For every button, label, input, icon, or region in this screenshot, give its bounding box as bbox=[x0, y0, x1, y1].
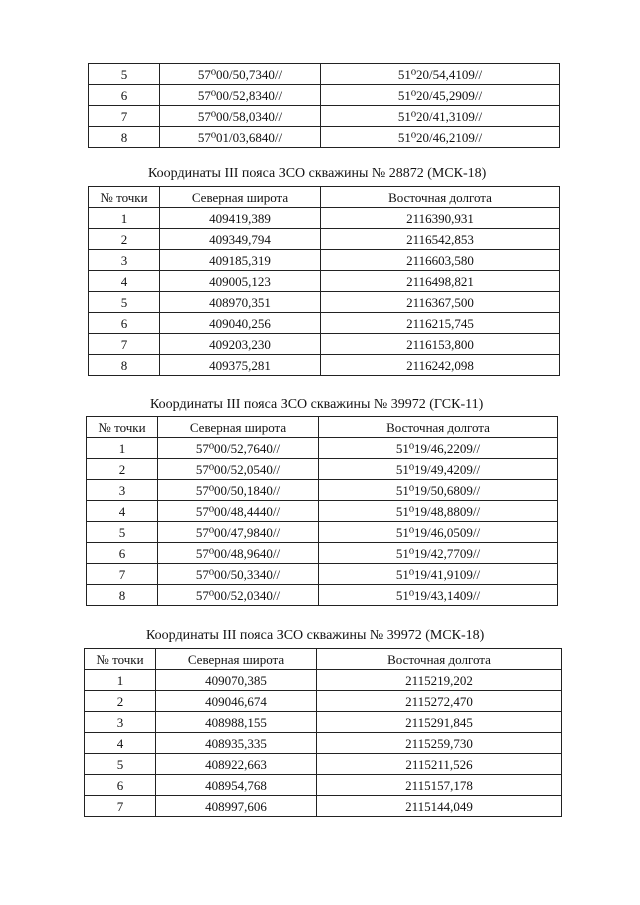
longitude: 2115157,178 bbox=[317, 775, 562, 796]
latitude: 57⁰00/52,0540// bbox=[158, 459, 319, 480]
table-header-row bbox=[89, 187, 560, 208]
point-number: 6 bbox=[89, 85, 160, 106]
longitude: 2115219,202 bbox=[317, 670, 562, 691]
table-row bbox=[89, 250, 560, 271]
table-row bbox=[85, 796, 562, 817]
latitude: 409070,385 bbox=[156, 670, 317, 691]
col-header-latitude: Северная широта bbox=[160, 187, 321, 208]
coords-table-39972-gsk bbox=[86, 416, 558, 606]
longitude: 51⁰19/46,2209// bbox=[319, 438, 558, 459]
latitude: 409040,256 bbox=[160, 313, 321, 334]
table-caption-28872: Координаты III пояса ЗСО скважины № 28872 (МСК-18) bbox=[148, 166, 487, 181]
point-number: 1 bbox=[87, 438, 158, 459]
latitude: 409203,230 bbox=[160, 334, 321, 355]
point-number: 4 bbox=[89, 271, 160, 292]
point-number: 3 bbox=[85, 712, 156, 733]
latitude: 409005,123 bbox=[160, 271, 321, 292]
col-header-point: № точки bbox=[87, 417, 158, 438]
longitude: 2116153,800 bbox=[321, 334, 560, 355]
coords-table-28872 bbox=[88, 186, 560, 376]
col-header-point: № точки bbox=[89, 187, 160, 208]
table-row bbox=[89, 64, 560, 85]
col-header-latitude: Северная широта bbox=[158, 417, 319, 438]
latitude: 57⁰00/48,9640// bbox=[158, 543, 319, 564]
table-row bbox=[87, 564, 558, 585]
longitude: 51⁰20/45,2909// bbox=[321, 85, 560, 106]
point-number: 8 bbox=[87, 585, 158, 606]
point-number: 4 bbox=[85, 733, 156, 754]
table-row bbox=[89, 355, 560, 376]
table-row bbox=[87, 438, 558, 459]
longitude: 51⁰19/46,0509// bbox=[319, 522, 558, 543]
longitude: 2116242,098 bbox=[321, 355, 560, 376]
point-number: 5 bbox=[89, 64, 160, 85]
longitude: 2115144,049 bbox=[317, 796, 562, 817]
point-number: 2 bbox=[85, 691, 156, 712]
table-row bbox=[87, 543, 558, 564]
longitude: 2116542,853 bbox=[321, 229, 560, 250]
table-row bbox=[85, 733, 562, 754]
latitude: 57⁰00/52,8340// bbox=[160, 85, 321, 106]
longitude: 2116390,931 bbox=[321, 208, 560, 229]
latitude: 408988,155 bbox=[156, 712, 317, 733]
latitude: 57⁰01/03,6840// bbox=[160, 127, 321, 148]
col-header-longitude: Восточная долгота bbox=[319, 417, 558, 438]
table-row bbox=[85, 670, 562, 691]
point-number: 1 bbox=[89, 208, 160, 229]
point-number: 7 bbox=[85, 796, 156, 817]
table-row bbox=[89, 229, 560, 250]
latitude: 408935,335 bbox=[156, 733, 317, 754]
point-number: 7 bbox=[89, 106, 160, 127]
table-row bbox=[85, 712, 562, 733]
longitude: 51⁰20/46,2109// bbox=[321, 127, 560, 148]
latitude: 57⁰00/52,0340// bbox=[158, 585, 319, 606]
table-row bbox=[89, 85, 560, 106]
table-row bbox=[89, 127, 560, 148]
latitude: 409375,281 bbox=[160, 355, 321, 376]
table-row bbox=[85, 775, 562, 796]
col-header-longitude: Восточная долгота bbox=[317, 649, 562, 670]
longitude: 51⁰19/43,1409// bbox=[319, 585, 558, 606]
table-row bbox=[89, 271, 560, 292]
longitude: 2116215,745 bbox=[321, 313, 560, 334]
point-number: 4 bbox=[87, 501, 158, 522]
latitude: 57⁰00/50,1840// bbox=[158, 480, 319, 501]
longitude: 2116367,500 bbox=[321, 292, 560, 313]
latitude: 57⁰00/58,0340// bbox=[160, 106, 321, 127]
table-header-row bbox=[87, 417, 558, 438]
latitude: 408922,663 bbox=[156, 754, 317, 775]
point-number: 5 bbox=[85, 754, 156, 775]
longitude: 2116603,580 bbox=[321, 250, 560, 271]
table-row bbox=[87, 480, 558, 501]
table-row bbox=[87, 522, 558, 543]
point-number: 6 bbox=[89, 313, 160, 334]
point-number: 8 bbox=[89, 127, 160, 148]
point-number: 1 bbox=[85, 670, 156, 691]
longitude: 51⁰19/41,9109// bbox=[319, 564, 558, 585]
latitude: 57⁰00/52,7640// bbox=[158, 438, 319, 459]
table-row bbox=[89, 292, 560, 313]
point-number: 3 bbox=[89, 250, 160, 271]
table-row bbox=[89, 106, 560, 127]
latitude: 409349,794 bbox=[160, 229, 321, 250]
latitude: 408954,768 bbox=[156, 775, 317, 796]
longitude: 51⁰20/54,4109// bbox=[321, 64, 560, 85]
coords-table-39972-msk bbox=[84, 648, 562, 817]
point-number: 5 bbox=[87, 522, 158, 543]
table-row bbox=[87, 501, 558, 522]
table-row bbox=[89, 334, 560, 355]
table-row bbox=[87, 459, 558, 480]
coords-table-continued bbox=[88, 63, 560, 148]
longitude: 51⁰19/42,7709// bbox=[319, 543, 558, 564]
longitude: 2115272,470 bbox=[317, 691, 562, 712]
point-number: 2 bbox=[87, 459, 158, 480]
point-number: 6 bbox=[85, 775, 156, 796]
latitude: 57⁰00/48,4440// bbox=[158, 501, 319, 522]
latitude: 409419,389 bbox=[160, 208, 321, 229]
latitude: 408997,606 bbox=[156, 796, 317, 817]
point-number: 2 bbox=[89, 229, 160, 250]
point-number: 8 bbox=[89, 355, 160, 376]
col-header-latitude: Северная широта bbox=[156, 649, 317, 670]
longitude: 51⁰19/49,4209// bbox=[319, 459, 558, 480]
latitude: 57⁰00/47,9840// bbox=[158, 522, 319, 543]
table-caption-39972-gsk: Координаты III пояса ЗСО скважины № 39972 (ГСК-11) bbox=[150, 397, 484, 412]
longitude: 2115259,730 bbox=[317, 733, 562, 754]
longitude: 51⁰19/50,6809// bbox=[319, 480, 558, 501]
point-number: 7 bbox=[89, 334, 160, 355]
latitude: 408970,351 bbox=[160, 292, 321, 313]
table-row bbox=[85, 754, 562, 775]
col-header-point: № точки bbox=[85, 649, 156, 670]
table-row bbox=[89, 313, 560, 334]
point-number: 5 bbox=[89, 292, 160, 313]
latitude: 57⁰00/50,3340// bbox=[158, 564, 319, 585]
longitude: 2116498,821 bbox=[321, 271, 560, 292]
table-row bbox=[85, 691, 562, 712]
longitude: 2115211,526 bbox=[317, 754, 562, 775]
table-caption-39972-msk: Координаты III пояса ЗСО скважины № 39972 (МСК-18) bbox=[146, 628, 485, 643]
table-header-row bbox=[85, 649, 562, 670]
table-row bbox=[89, 208, 560, 229]
point-number: 6 bbox=[87, 543, 158, 564]
latitude: 409046,674 bbox=[156, 691, 317, 712]
latitude: 409185,319 bbox=[160, 250, 321, 271]
latitude: 57⁰00/50,7340// bbox=[160, 64, 321, 85]
point-number: 7 bbox=[87, 564, 158, 585]
longitude: 51⁰20/41,3109// bbox=[321, 106, 560, 127]
longitude: 51⁰19/48,8809// bbox=[319, 501, 558, 522]
col-header-longitude: Восточная долгота bbox=[321, 187, 560, 208]
point-number: 3 bbox=[87, 480, 158, 501]
table-row bbox=[87, 585, 558, 606]
longitude: 2115291,845 bbox=[317, 712, 562, 733]
